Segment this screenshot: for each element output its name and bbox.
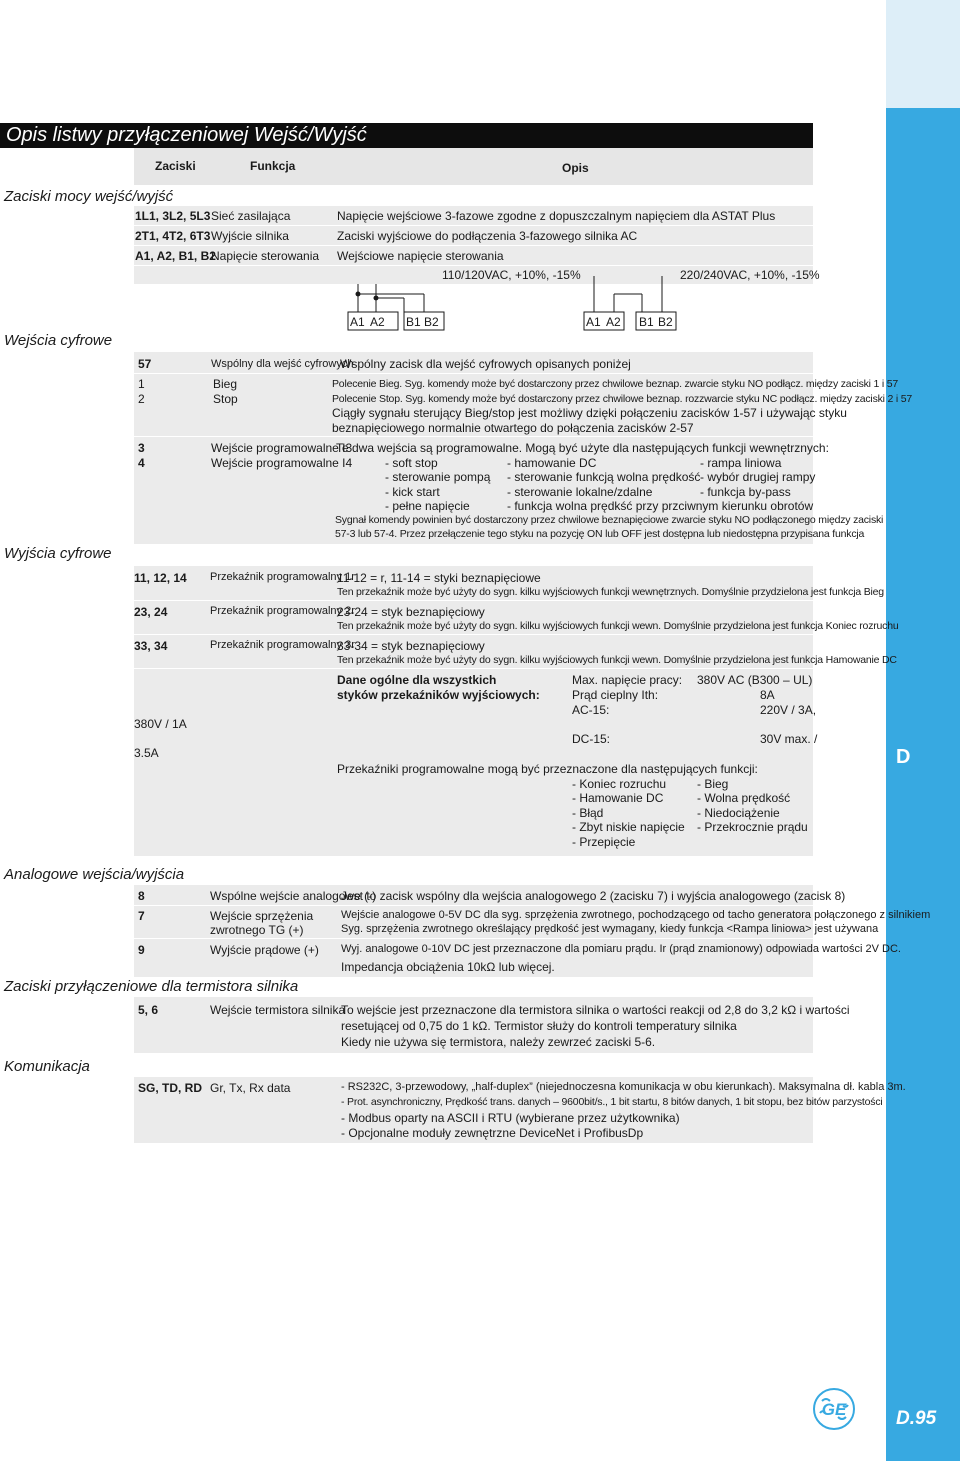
spec-label: AC-15: (572, 703, 610, 717)
table-row-terminal: 1L1, 3L2, 5L3 (135, 209, 211, 223)
table-row-function: Wyjście silnika (211, 229, 289, 243)
section-thermistor: Zaciski przyłączeniowe dla termistora silnika (4, 978, 299, 995)
table-row-terminal: 7 (138, 909, 145, 923)
table-row-desc: Napięcie wejściowe 3-fazowe zgodne z dopuszczalnym napięciem dla ASTAT Plus (337, 209, 776, 223)
table-row-function: Wspólne wejście analogowe (-) (210, 889, 377, 903)
table-row-terminal: 57 (138, 357, 152, 371)
table-row-note: Ten przekaźnik może być użyty do sygn. kilku wyjściowych funkcji wewn. Domyślnie przydzielona jest funkcja Koniec rozruchu (337, 620, 899, 632)
function-item: - Koniec rozruchu (572, 777, 667, 791)
spec-label: Max. napięcie pracy: (572, 673, 683, 687)
section-digital-outputs: Wyjścia cyfrowe (4, 545, 112, 562)
wiring-diagram-110 (340, 284, 460, 334)
header-function: Funkcja (250, 159, 296, 173)
table-row-function: zwrotnego TG (+) (210, 923, 304, 937)
continuous-note-2: beznapięciowego normalnie otwartego do połączenia zacisków 2-57 (332, 421, 694, 435)
table-row-desc: Wspólny zacisk dla wejść cyfrowych opisanych poniżej (340, 357, 631, 371)
continuous-note-1: Ciągły sygnału sterujący Bieg/stop jest możliwy dzięki połączeniu zacisków 1-57 i używając styku (332, 406, 847, 420)
svg-text:B2: B2 (424, 315, 439, 329)
function-item: - Błąd (572, 806, 604, 820)
table-row-function: Przekaźnik programowalny 3r (210, 639, 355, 651)
function-option: - funkcja by-pass (700, 485, 791, 499)
section-digital-inputs: Wejścia cyfrowe (4, 332, 113, 349)
table-row-function: Wejście programowalne I4 (211, 456, 353, 470)
table-row-function: Wejście termistora silnika (210, 1003, 346, 1017)
function-option: - wybór drugiej rampy (700, 470, 816, 484)
function-item: - Zbyt niskie napięcie (572, 820, 685, 834)
spec-value: 220V / 3A, (760, 703, 817, 717)
table-row-note: Ten przekaźnik może być użyty do sygn. kilku wyjściowych funkcji wewnętrznych. Domyślnie przydzielona jest funkcja Bieg (337, 586, 884, 598)
ge-logo-icon (808, 1383, 860, 1435)
table-row-desc: 33-34 = styk beznapięciowy (337, 639, 485, 653)
general-data-title: Dane ogólne dla wszystkich (337, 673, 497, 687)
table-row-terminal: 5, 6 (138, 1003, 159, 1017)
table-row-function: Stop (213, 392, 238, 406)
table-row-desc: Te dwa wejścia są programowalne. Mogą być użyte dla następujących funkcji wewnętrznych: (336, 441, 829, 455)
table-row-desc: To wejście jest przeznaczone dla termistora silnika o wartości reakcji od 2,8 do 3,2 kΩ i wartości (341, 1003, 850, 1017)
general-data-title: styków przekaźników wyjściowych: (337, 688, 540, 702)
section-communication: Komunikacja (4, 1058, 90, 1075)
table-row-terminal: 8 (138, 889, 145, 903)
function-item: - Bieg (697, 777, 729, 791)
function-item: - Hamowanie DC (572, 791, 664, 805)
function-option: - funkcja wolna prędkść przy przciwnym kierunku obrotów (507, 499, 814, 513)
table-row-terminal: 3 (138, 441, 145, 455)
table-row-terminal: 2 (138, 392, 145, 406)
svg-text:B2: B2 (658, 315, 673, 329)
table-row-terminal: 23, 24 (134, 605, 168, 619)
table-row-function: Gr, Tx, Rx data (210, 1081, 291, 1095)
spec-label: DC-15: (572, 732, 611, 746)
table-row-terminal: SG, TD, RD (138, 1081, 203, 1095)
function-option: - kick start (385, 485, 440, 499)
functions-intro: Przekaźniki programowalne mogą być przeznaczone dla następujących funkcji: (337, 762, 758, 776)
section-letter: D (896, 746, 911, 768)
signal-note-2: 57-3 lub 57-4. Przez przełączenie tego styku na pozycję ON lub OFF jest dostępna lub niedostępna przypisana funkcja (335, 528, 865, 540)
table-row-terminal: 2T1, 4T2, 6T3 (135, 229, 211, 243)
voltage-220: 220/240VAC, +10%, -15% (680, 268, 820, 282)
table-row-desc: 11-12 = r, 11-14 = styki beznapięciowe (337, 571, 541, 585)
table-row-function: Wejście sprzężenia (210, 909, 314, 923)
table-header (134, 148, 813, 185)
svg-text:GE: GE (821, 1400, 847, 1419)
table-row-desc: Kiedy nie używa się termistora, należy zewrzeć zaciski 5-6. (341, 1035, 656, 1049)
table-row-note: Ten przekaźnik może być użyty do sygn. kilku wyjściowych funkcji wewn. Domyślnie przydzielona jest funkcja Hamowanie DC (337, 654, 897, 666)
table-row-desc: Polecenie Stop. Syg. komendy może być dostarczony przez chwilowe beznap. rozzwarcie styku NC podłącz. między zaciski 2 i 57 (332, 393, 913, 405)
table-row-function: Wyjście prądowe (+) (210, 943, 319, 957)
spec-continuation: 380V / 1A (134, 717, 187, 731)
table-row-terminal: 11, 12, 14 (134, 571, 187, 585)
svg-text:A2: A2 (606, 315, 621, 329)
table-row-terminal: 33, 34 (134, 639, 168, 653)
product-name-vertical: ASTATplus (35, 368, 60, 493)
function-item: - Wolna prędkość (697, 791, 791, 805)
section-power: Zaciski mocy wejść/wyjść (4, 188, 174, 205)
comm-line: - RS232C, 3-przewodowy, „half-duplex” (niejednoczesna komunikacja w obu kierunkach). Maksymalna dł. kabla 3m. (341, 1081, 906, 1093)
table-row-function: Sieć zasilająca (211, 209, 291, 223)
spec-label: Prąd cieplny Ith: (572, 688, 659, 702)
signal-note-1: Sygnał komendy powinien być dostarczony przez chwilowe beznapięciowe zwarcie styku NO podłączonego między zaciski (335, 514, 884, 526)
spec-value: 8A (760, 688, 775, 702)
table-row-function: Napięcie sterowania (211, 249, 320, 263)
svg-text:A2: A2 (370, 315, 385, 329)
page-title-bar (0, 123, 813, 148)
table-row-terminal: 1 (138, 377, 145, 391)
page-title: Opis listwy przyłączeniowej Wejść/Wyjść (6, 124, 367, 146)
table-row-desc: resetującej od 0,75 do 1 kΩ. Termistor służy do kontroli temperatury silnika (341, 1019, 737, 1033)
table-row-terminal: A1, A2, B1, B2 (135, 249, 216, 263)
table-row-desc: Wyj. analogowe 0-10V DC jest przeznaczone dla pomiaru prądu. Ir (prąd znamionowy) odpowiada wartości 2V DC. (341, 943, 901, 955)
header-terminals: Zaciski (155, 159, 196, 173)
table-row-desc: Impedancja obciążenia 10kΩ lub więcej. (341, 960, 555, 974)
function-option: - soft stop (385, 456, 438, 470)
function-option: - sterowanie funkcją wolna prędkość (507, 470, 701, 484)
page-number: D.95 (896, 1408, 937, 1429)
table-row-function: Bieg (213, 377, 238, 391)
function-item: - Przepięcie (572, 835, 636, 849)
svg-text:B1: B1 (639, 315, 654, 329)
svg-text:A1: A1 (586, 315, 601, 329)
function-option: - rampa liniowa (700, 456, 782, 470)
sidebar-top-band (886, 0, 960, 108)
function-option: - pełne napięcie (385, 499, 470, 513)
function-option: - sterowanie lokalne/zdalne (507, 485, 653, 499)
table-row-desc: Jest to zacisk wspólny dla wejścia analogowego 2 (zacisku 7) i wyjścia analogowego (zacisk 8) (341, 889, 846, 903)
table-row-function: Przekaźnik programowalny 1r (210, 571, 355, 583)
header-description: Opis (562, 161, 589, 175)
function-option: - hamowanie DC (507, 456, 597, 470)
right-sidebar (886, 0, 960, 1461)
table-row-desc: 23-24 = styk beznapięciowy (337, 605, 485, 619)
function-item: - Niedociążenie (697, 806, 780, 820)
function-option: - sterowanie pompą (385, 470, 491, 484)
table-row-desc: Wejściowe napięcie sterowania (337, 249, 504, 263)
function-item: - Przekrocznie prądu (697, 820, 808, 834)
svg-text:B1: B1 (406, 315, 421, 329)
voltage-110: 110/120VAC, +10%, -15% (442, 268, 581, 282)
table-row-function: Wspólny dla wejść cyfrowych (211, 358, 354, 370)
table-row-function: Przekaźnik programowalny 2r (210, 605, 355, 617)
comm-line: - Modbus oparty na ASCII i RTU (wybierane przez użytkownika) (341, 1111, 680, 1125)
section-analog: Analogowe wejścia/wyjścia (4, 866, 185, 883)
comm-line: - Prot. asynchroniczny, Prędkość trans. danych – 9600bit/s., 1 bit startu, 8 bitów danych, 1 bit stopu, bez bitów parzystości (341, 1096, 883, 1108)
table-row-function: Wejście programowalne I3 (211, 441, 353, 455)
spec-value: 30V max. / (760, 732, 818, 746)
comm-line: - Opcjonalne moduły zewnętrzne DeviceNet i ProfibusDp (341, 1126, 644, 1140)
table-row-terminal: 4 (138, 456, 145, 470)
table-row-desc: Syg. sprzężenia zwrotnego określający prędkość jest wymagany, kiedy funkcja <Rampa liniowa> jest używana (341, 923, 879, 935)
table-row-terminal: 9 (138, 943, 145, 957)
svg-text:A1: A1 (350, 315, 365, 329)
spec-continuation: 3.5A (134, 746, 159, 760)
wiring-diagram-220 (576, 276, 686, 334)
spec-value: 380V AC (B300 – UL) (697, 673, 813, 687)
table-row-desc: Zaciski wyjściowe do podłączenia 3-fazowego silnika AC (337, 229, 638, 243)
table-row-desc: Polecenie Bieg. Syg. komendy może być dostarczony przez chwilowe beznap. zwarcie styku NO podłącz. między zaciski 1 i 57 (332, 378, 899, 390)
table-row-desc: Wejście analogowe 0-5V DC dla syg. sprzężenia zwrotnego, pochodzącego od tacho generatora połączonego z silnikiem (341, 909, 931, 921)
